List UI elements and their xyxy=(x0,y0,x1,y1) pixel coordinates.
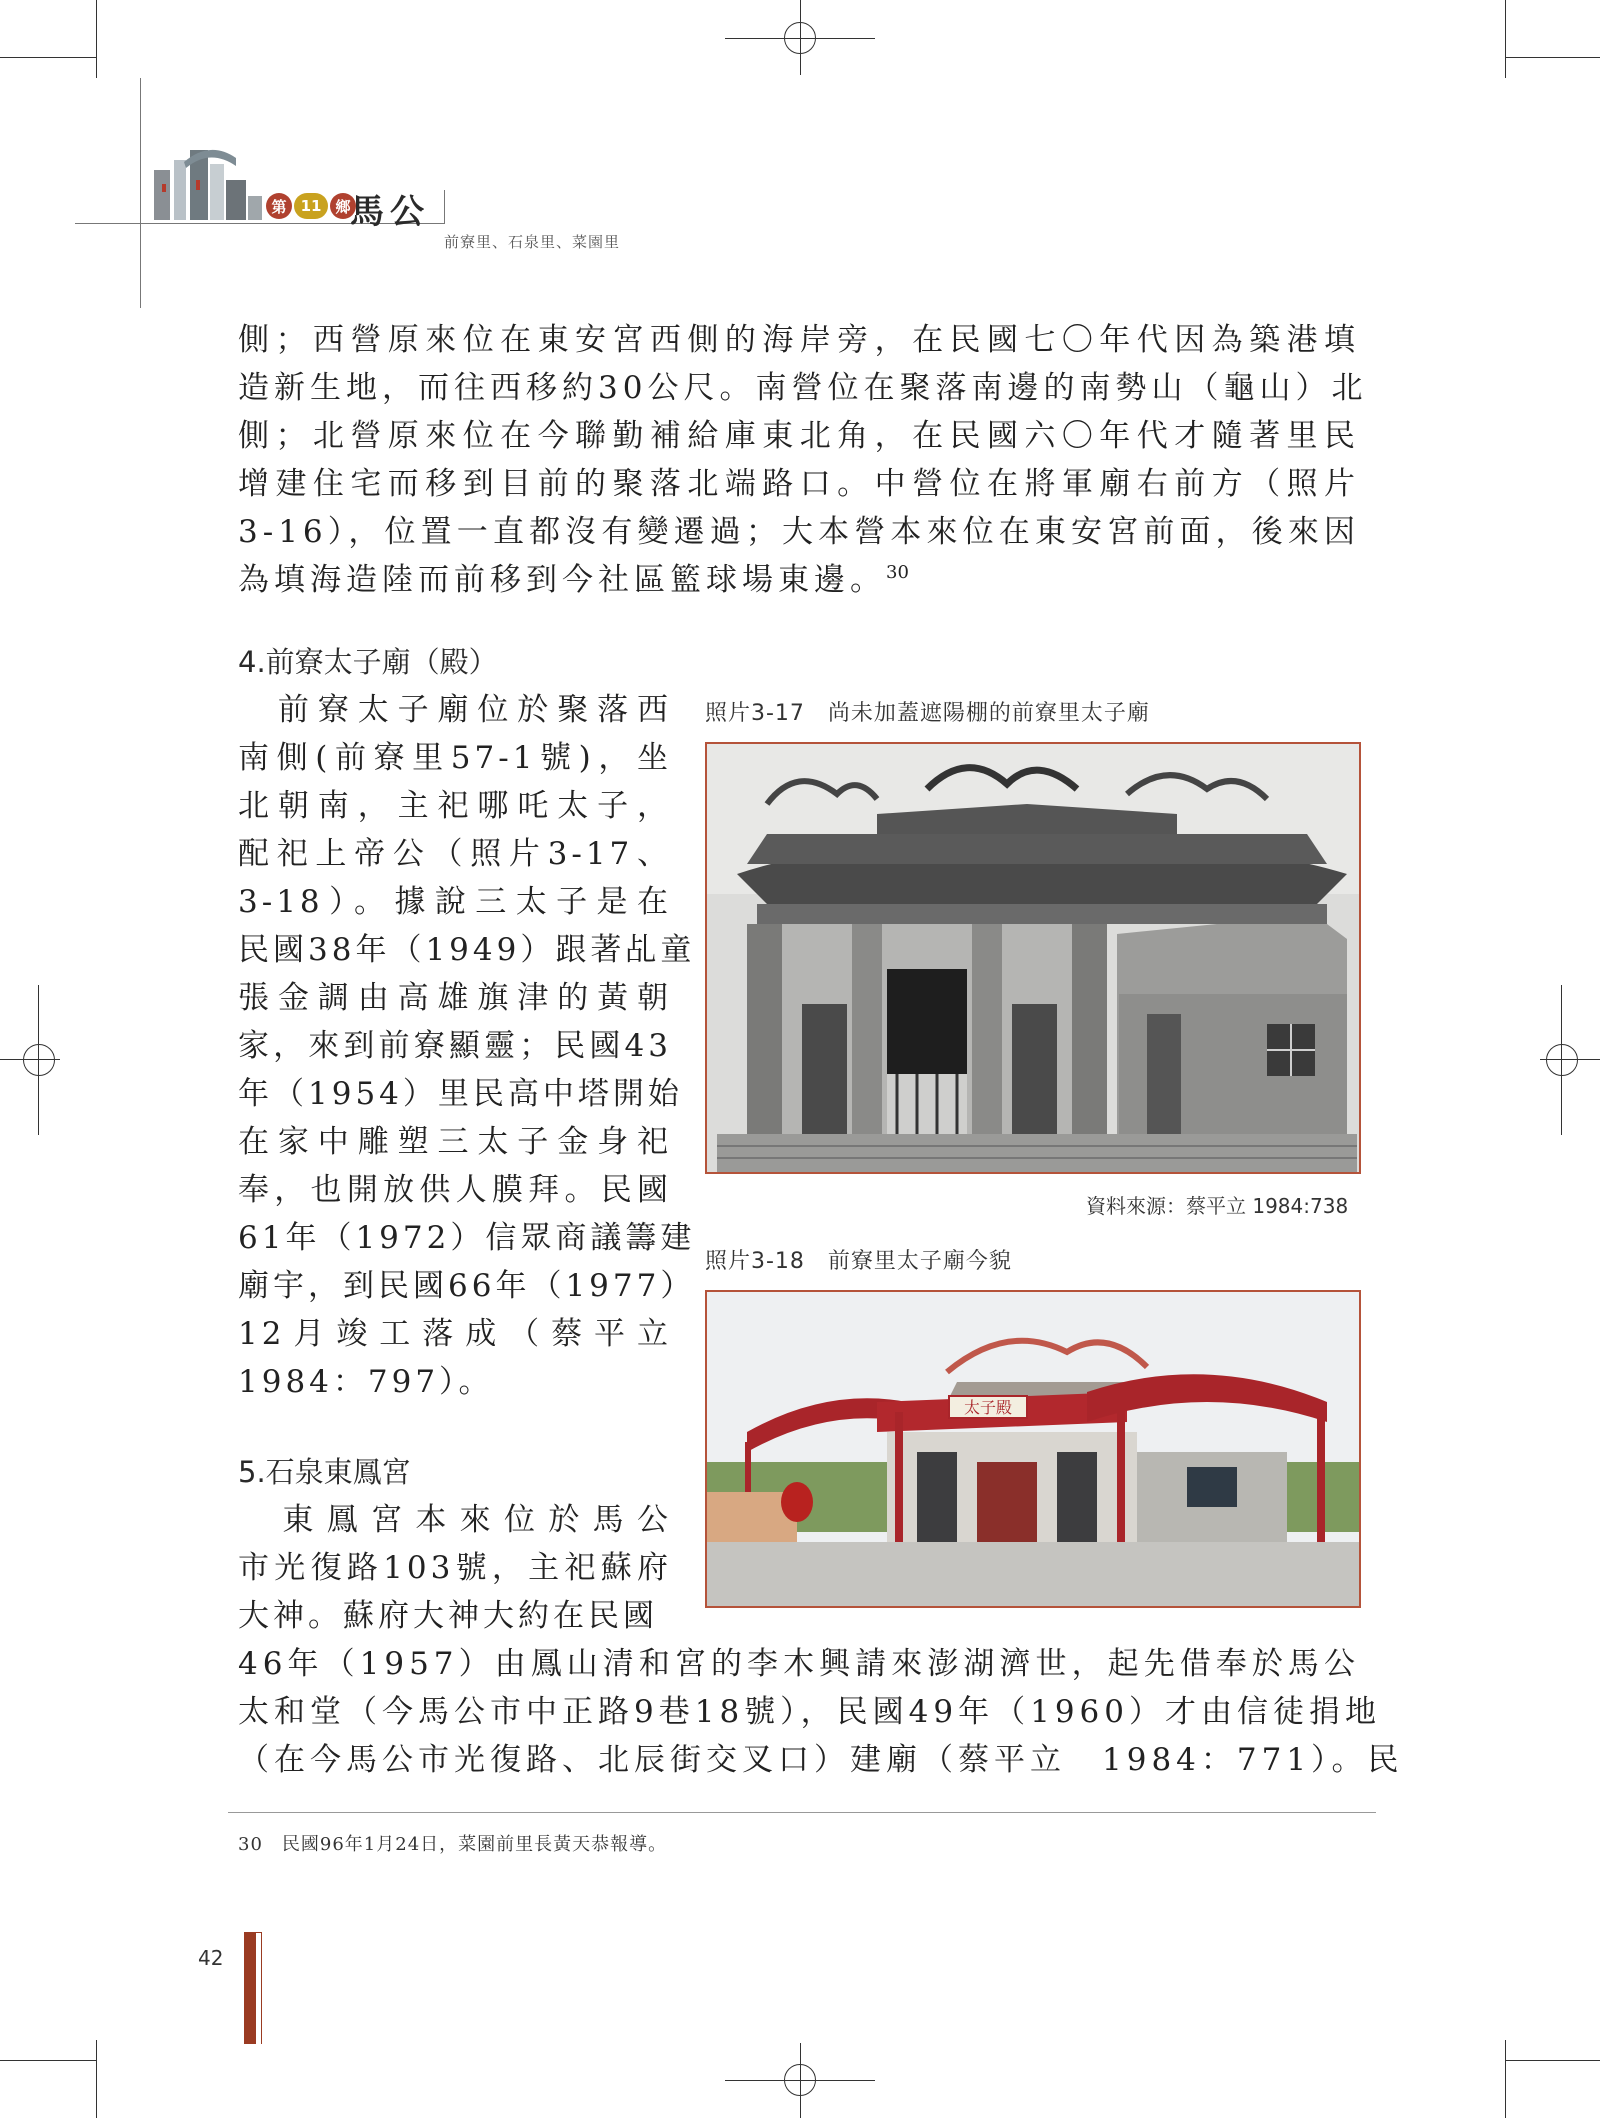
chapter-badge-first: 第 xyxy=(266,193,292,219)
text-line: 46年（1957）由鳳山清和宮的李木興請來澎湖濟世，起先借奉於馬公 xyxy=(238,1646,1360,1682)
section-4-heading: 4.前寮太子廟（殿） xyxy=(238,645,498,679)
page-number-bar-outline xyxy=(256,1932,262,2044)
text-line: 為填海造陸而前移到今社區籃球場東邊。 xyxy=(238,562,886,598)
text-line: 增建住宅而移到目前的聚落北端路口。中營位在將軍廟右前方（照片 xyxy=(238,466,1360,502)
text-line: 12月竣工落成（蔡平立 xyxy=(238,1316,672,1352)
text-line: 奉，也開放供人膜拜。民國 xyxy=(238,1172,672,1208)
text-line: 1984：797）。 xyxy=(238,1364,494,1400)
page-number-bar xyxy=(244,1932,256,2044)
page-number: 42 xyxy=(198,1946,224,1970)
text-line: 61年（1972）信眾商議籌建 xyxy=(238,1220,696,1256)
text-line: 3-18）。據說三太子是在 xyxy=(238,884,672,920)
temple-gate-logo xyxy=(150,140,265,222)
text-line: 側；北營原來位在今聯勤補給庫東北角，在民國六〇年代才隨著里民 xyxy=(238,418,1360,454)
section-4-body xyxy=(238,686,696,1406)
header-vertical-rule-right xyxy=(444,190,445,224)
section-5-body xyxy=(238,1496,672,1640)
photo-3-17-source: 資料來源：蔡平立 1984:738 xyxy=(1086,1194,1349,1218)
text-line: 東鳳宮本來位於馬公 xyxy=(238,1502,672,1538)
text-line: 太和堂（今馬公市中正路9巷18號），民國49年（1960）才由信徒捐地 xyxy=(238,1694,1382,1730)
footnote-reference: 30 xyxy=(886,562,909,583)
chapter-badge-number: 11 xyxy=(294,193,328,219)
text-line: 前寮太子廟位於聚落西 xyxy=(238,692,672,728)
text-line: 南側(前寮里57-1號)，坐 xyxy=(238,740,672,776)
chapter-badge xyxy=(266,192,356,220)
intro-paragraph xyxy=(238,316,1368,604)
footnote: 30 民國96年1月24日，菜園前里長黃天恭報導。 xyxy=(238,1834,668,1855)
chapter-badge-last: 鄉 xyxy=(330,193,356,219)
old-temple-photo xyxy=(707,744,1359,1172)
text-line: 廟宇，到民國66年（1977） xyxy=(238,1268,696,1304)
photo-3-17-caption: 照片3-17 尚未加蓋遮陽棚的前寮里太子廟 xyxy=(705,701,1150,726)
footnote-rule xyxy=(228,1812,1376,1813)
text-line: 民國38年（1949）跟著乩童 xyxy=(238,932,696,968)
header-vertical-rule xyxy=(140,78,141,308)
text-line-last xyxy=(238,556,1360,604)
section-5-body-full xyxy=(238,1640,1404,1784)
photo-3-17 xyxy=(705,742,1361,1174)
text-line: 年（1954）里民高中塔開始 xyxy=(238,1076,683,1112)
text-line: 市光復路103號，主祀蘇府 xyxy=(238,1550,672,1586)
current-temple-photo xyxy=(707,1292,1359,1606)
chapter-title: 馬公 xyxy=(350,192,430,232)
text-line: 張金調由高雄旗津的黃朝 xyxy=(238,980,672,1016)
text-line: 配祀上帝公（照片3-17、 xyxy=(238,836,672,872)
text-line: 大神。蘇府大神大約在民國 xyxy=(238,1598,658,1634)
text-line: 北朝南，主祀哪吒太子， xyxy=(238,788,672,824)
photo-3-18-caption: 照片3-18 前寮里太子廟今貌 xyxy=(705,1249,1012,1274)
text-line: 側；西營原來位在東安宮西側的海岸旁，在民國七〇年代因為築港填 xyxy=(238,322,1360,358)
chapter-subtitle: 前寮里、石泉里、菜園里 xyxy=(444,233,621,251)
photo-3-18 xyxy=(705,1290,1361,1608)
text-line: （在今馬公市光復路、北辰街交叉口）建廟（蔡平立 1984：771）。民 xyxy=(238,1742,1404,1778)
text-line: 在家中雕塑三太子金身祀 xyxy=(238,1124,672,1160)
temple-sign: 太子殿 xyxy=(963,1398,1013,1417)
text-line: 3-16），位置一直都沒有變遷過；大本營本來位在東安宮前面，後來因 xyxy=(238,514,1360,550)
text-line: 造新生地，而往西移約30公尺。南營位在聚落南邊的南勢山（龜山）北 xyxy=(238,370,1368,406)
section-5-heading: 5.石泉東鳳宮 xyxy=(238,1455,411,1489)
text-line: 家，來到前寮顯靈；民國43 xyxy=(238,1028,672,1064)
